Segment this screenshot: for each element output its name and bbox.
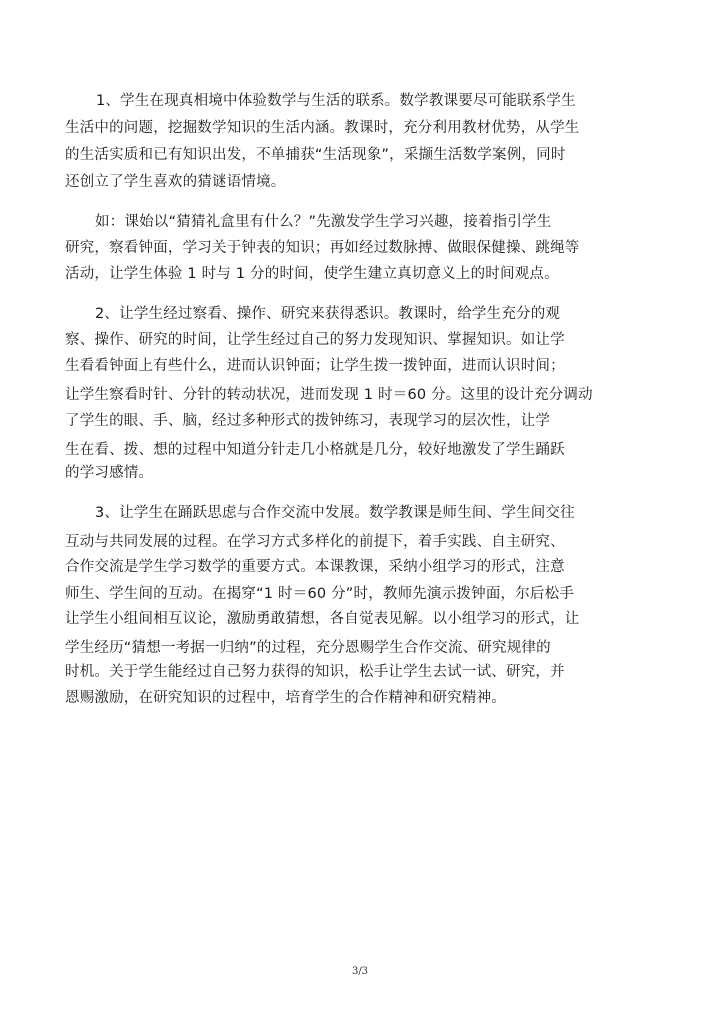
paragraph-2-line-2: 研究，察看钟面，学习关于钟表的知识；再如经过数脉搏、做眼保健操、跳绳等 bbox=[65, 240, 580, 256]
paragraph-4-line-3: 合作交流是学生学习数学的重要方式。本课教课，采纳小组学习的形式，注意 bbox=[65, 559, 565, 575]
paragraph-2-line-1: 如：课始以“猜猜礼盒里有什么？”先激发学生学习兴趣，接着指引学生 bbox=[95, 214, 552, 230]
paragraph-4-line-6: 学生经历“猜想一考据一归纳”的过程，充分恩赐学生合作交流、研究规律的 bbox=[65, 640, 551, 656]
paragraph-1-line-3: 的生活实质和已有知识出发，不单捕获“生活现象”，采撷生活数学案例，同时 bbox=[65, 147, 566, 163]
paragraph-4-line-1: 3、让学生在踊跃思虑与合作交流中发展。数学教课是师生间、学生间交往 bbox=[95, 505, 575, 521]
paragraph-3-line-1: 2、让学生经过察看、操作、研究来获得悉识。教课时，给学生充分的观 bbox=[95, 306, 561, 322]
paragraph-4-line-4: 师生、学生间的互动。在揭穿“1 时＝60 分”时，教师先演示拨钟面，尔后松手 bbox=[65, 586, 575, 602]
page-number: 3/3 bbox=[351, 966, 369, 977]
paragraph-1-line-2: 生活中的问题，挖掘数学知识的生活内涵。教课时，充分利用教材优势，从学生 bbox=[65, 120, 580, 136]
paragraph-3-line-4: 让学生察看时针、分针的转动状况，进而发现 1 时＝60 分。这里的设计充分调动 bbox=[65, 387, 593, 403]
paragraph-4-line-8: 恩赐激励，在研究知识的过程中，培育学生的合作精神和研究精神。 bbox=[65, 690, 506, 706]
paragraph-4-line-7: 时机。关于学生能经过自己努力获得的知识，松手让学生去试一试、研究，并 bbox=[65, 664, 565, 680]
paragraph-4-line-2: 互动与共同发展的过程。在学习方式多样化的前提下，着手实践、自主研究、 bbox=[65, 534, 565, 550]
paragraph-3-line-7: 的学习感情。 bbox=[65, 465, 154, 481]
paragraph-3-line-3: 生看看钟面上有些什么，进而认识钟面；让学生拨一拨钟面，进而认识时间； bbox=[65, 358, 565, 374]
paragraph-3-line-5: 了学生的眼、手、脑，经过多种形式的拨钟练习，表现学习的层次性，让学 bbox=[65, 413, 551, 429]
paragraph-3-line-2: 察、操作、研究的时间，让学生经过自己的努力发现知识、掌握知识。如让学 bbox=[65, 332, 565, 348]
paragraph-2-line-3: 活动，让学生体验 1 时与 1 分的时间，使学生建立真切意义上的时间观点。 bbox=[65, 266, 559, 282]
paragraph-3-line-6: 生在看、拨、想的过程中知道分针走几小格就是几分，较好地激发了学生踊跃 bbox=[65, 442, 565, 458]
paragraph-1-line-1: 1、学生在现真相境中体验数学与生活的联系。数学教课要尽可能联系学生 bbox=[96, 93, 576, 109]
paragraph-4-line-5: 让学生小组间相互议论，激励勇敢猜想，各自觉表见解。以小组学习的形式，让 bbox=[65, 611, 580, 627]
paragraph-1-line-4: 还创立了学生喜欢的猜谜语情境。 bbox=[65, 174, 286, 190]
